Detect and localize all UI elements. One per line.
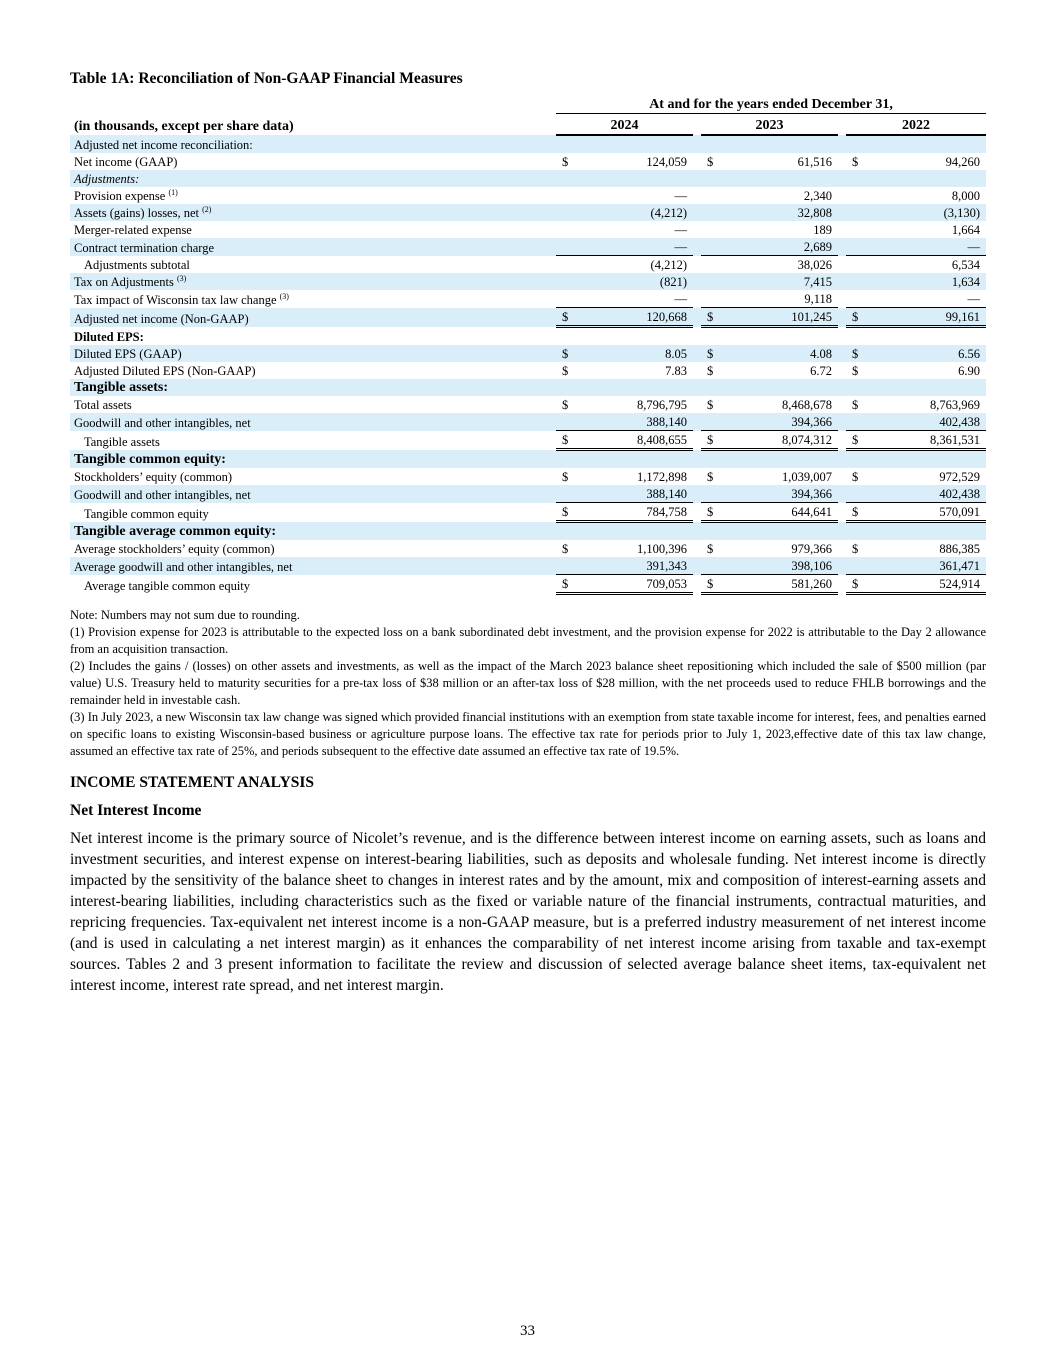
table-title: Table 1A: Reconciliation of Non-GAAP Financial Measures — [70, 70, 463, 87]
row-label: Assets (gains) losses, net $^{(2)}$ — [70, 204, 556, 221]
table-row: Tax on Adjustments $^{(3)}$ (821) 7,415 1,634 — [70, 273, 986, 290]
row-label: Average stockholders’ equity (common) — [74, 542, 275, 556]
table-row: Average stockholders’ equity (common) $ 1,100,396 $ 979,366 $ 886,385 — [70, 540, 986, 557]
table-row: Adjusted Diluted EPS (Non-GAAP) $ 7.83 $ 6.72 $ 6.90 — [70, 362, 986, 379]
table-row: Contract termination charge — 2,689 — — [70, 238, 986, 256]
header-row-years — [70, 114, 986, 136]
row-label: Average goodwill and other intangibles, net — [70, 557, 556, 575]
row-label: Goodwill and other intangibles, net — [70, 413, 556, 431]
table-row — [70, 522, 986, 541]
header-span: At and for the years ended December 31, — [556, 94, 986, 114]
table-row: Assets (gains) losses, net $^{(2)}$ (4,212) 32,808 (3,130) — [70, 204, 986, 221]
table-row — [70, 170, 986, 187]
table-notes — [70, 607, 986, 760]
row-label: Diluted EPS: — [74, 330, 144, 344]
row-label: Adjusted net income reconciliation: — [70, 135, 556, 153]
note: Note: Numbers may not sum due to rounding. — [70, 608, 300, 622]
year-header: 2022 — [846, 114, 986, 136]
row-label: Net income (GAAP) — [74, 155, 178, 169]
reconciliation-table — [70, 94, 986, 595]
table-row: Tangible common equity $ 784,758 $ 644,641 $ 570,091 — [70, 503, 986, 522]
row-label: Tangible assets — [84, 434, 160, 449]
row-label: Stockholders’ equity (common) — [74, 470, 233, 484]
table-row: Stockholders’ equity (common) $ 1,172,898 $ 1,039,007 $ 972,529 — [70, 468, 986, 485]
row-label: Total assets — [74, 398, 132, 412]
row-label: Adjusted Diluted EPS (Non-GAAP) — [74, 364, 256, 378]
table-row: Goodwill and other intangibles, net 388,140 394,366 402,438 — [70, 413, 986, 431]
row-label: Tangible assets: — [70, 379, 556, 396]
table-row: Average tangible common equity $ 709,053 $ 581,260 $ 524,914 — [70, 575, 986, 594]
body-paragraph: Net interest income is the primary source of Nicolet’s revenue, and is the difference between interest income on earning assets, such as loans and investment securities, and interest expense on interest-bearing liabilities, such as deposits and wholesale funding. Net interest income is directly impacted by the sensitivity of the balance sheet to changes in interest rates and by the amount, mix and composition of interest-earning assets and interest-bearing liabilities, including characteristics such as the fixed or variable nature of the financial instruments, contractual maturities, and repricing frequencies. Tax-equivalent net interest income is a non-GAAP measure, but is a preferred industry measurement of net interest income (and is used in calculating a net interest margin) as it enhances the comparability of net interest income arising from taxable and tax-exempt sources. Tables 2 and 3 present information to facilitate the review and discussion of selected average balance sheet items, tax-equivalent net interest income, interest rate spread, and net interest margin. — [70, 830, 986, 994]
row-label: Provision expense $^{(1)}$ — [74, 187, 178, 203]
table-row: Adjustments subtotal (4,212) 38,026 6,534 — [70, 256, 986, 274]
section-title: INCOME STATEMENT ANALYSIS — [70, 774, 315, 791]
table-row: Provision expense $^{(1)}$ — 2,340 8,000 — [70, 187, 986, 204]
table-row: Merger-related expense — 189 1,664 — [70, 221, 986, 238]
row-label: Tangible common equity: — [70, 450, 556, 469]
table-row: Net income (GAAP) $ 124,059 $ 61,516 $ 94,260 — [70, 153, 986, 170]
table-row: Adjusted net income (Non-GAAP) $ 120,668 $ 101,245 $ 99,161 — [70, 308, 986, 327]
table-row: Diluted EPS (GAAP) $ 8.05 $ 4.08 $ 6.56 — [70, 345, 986, 362]
row-label: Diluted EPS (GAAP) — [70, 345, 556, 362]
row-label: Tax impact of Wisconsin tax law change $^{(3)}$ — [74, 291, 289, 307]
row-label: Merger-related expense — [74, 223, 192, 237]
table-row: Goodwill and other intangibles, net 388,140 394,366 402,438 — [70, 485, 986, 503]
table-row — [70, 327, 986, 346]
row-label: Tangible average common equity: — [70, 522, 556, 541]
row-label: Adjustments subtotal — [84, 258, 190, 272]
row-label: Adjustments: — [70, 170, 556, 187]
row-label: Tax on Adjustments $^{(3)}$ — [70, 273, 556, 290]
table-row: Total assets $ 8,796,795 $ 8,468,678 $ 8,763,969 — [70, 396, 986, 413]
note: (2) Includes the gains / (losses) on other assets and investments, as well as the impact of the March 2023 balance sheet repositioning which included the sale of $500 million (par value) U.S. Treasury held to maturity securities for a pre-tax loss of $38 million or an after-tax loss of $28 million, with the net proceeds used to reduce FHLB borrowings and the remainder held in investable cash. — [70, 659, 986, 707]
year-header: 2023 — [701, 114, 838, 136]
row-label: Average tangible common equity — [84, 578, 251, 593]
page-number: 33 — [520, 1323, 535, 1339]
table-row — [70, 450, 986, 469]
table-row — [70, 379, 986, 396]
note: (3) In July 2023, a new Wisconsin tax law change was signed which provided financial institutions with an exemption from state taxable income for interest, fees, and penalties earned on specific loans to existing Wisconsin-based business or agriculture purpose loans. The effective tax rate for periods prior to July 1, 2023,effective date of this tax law change, assumed an effective tax rate of 25%, and periods subsequent to the effective date assumed an effective tax rate of 19.5%. — [70, 710, 986, 758]
row-label: Contract termination charge — [70, 238, 556, 256]
table-row: Tangible assets $ 8,408,655 $ 8,074,312 $ 8,361,531 — [70, 431, 986, 450]
row-label: Adjusted net income (Non-GAAP) — [70, 308, 556, 327]
table-row: Tax impact of Wisconsin tax law change $^{(3)}$ — 9,118 — — [70, 290, 986, 308]
header-row-span — [70, 94, 986, 114]
unit-label: (in thousands, except per share data) — [74, 119, 294, 134]
page-content — [70, 70, 986, 996]
year-header: 2024 — [556, 114, 693, 136]
table-row: Average goodwill and other intangibles, net 391,343 398,106 361,471 — [70, 557, 986, 575]
row-label: Tangible common equity — [84, 506, 209, 521]
table-row — [70, 135, 986, 153]
row-label: Goodwill and other intangibles, net — [70, 485, 556, 503]
note: (1) Provision expense for 2023 is attributable to the expected loss on a bank subordinated debt investment, and the provision expense for 2022 is attributable to the Day 2 allowance from an acquisition transaction. — [70, 625, 986, 656]
subsection-title: Net Interest Income — [70, 802, 202, 819]
